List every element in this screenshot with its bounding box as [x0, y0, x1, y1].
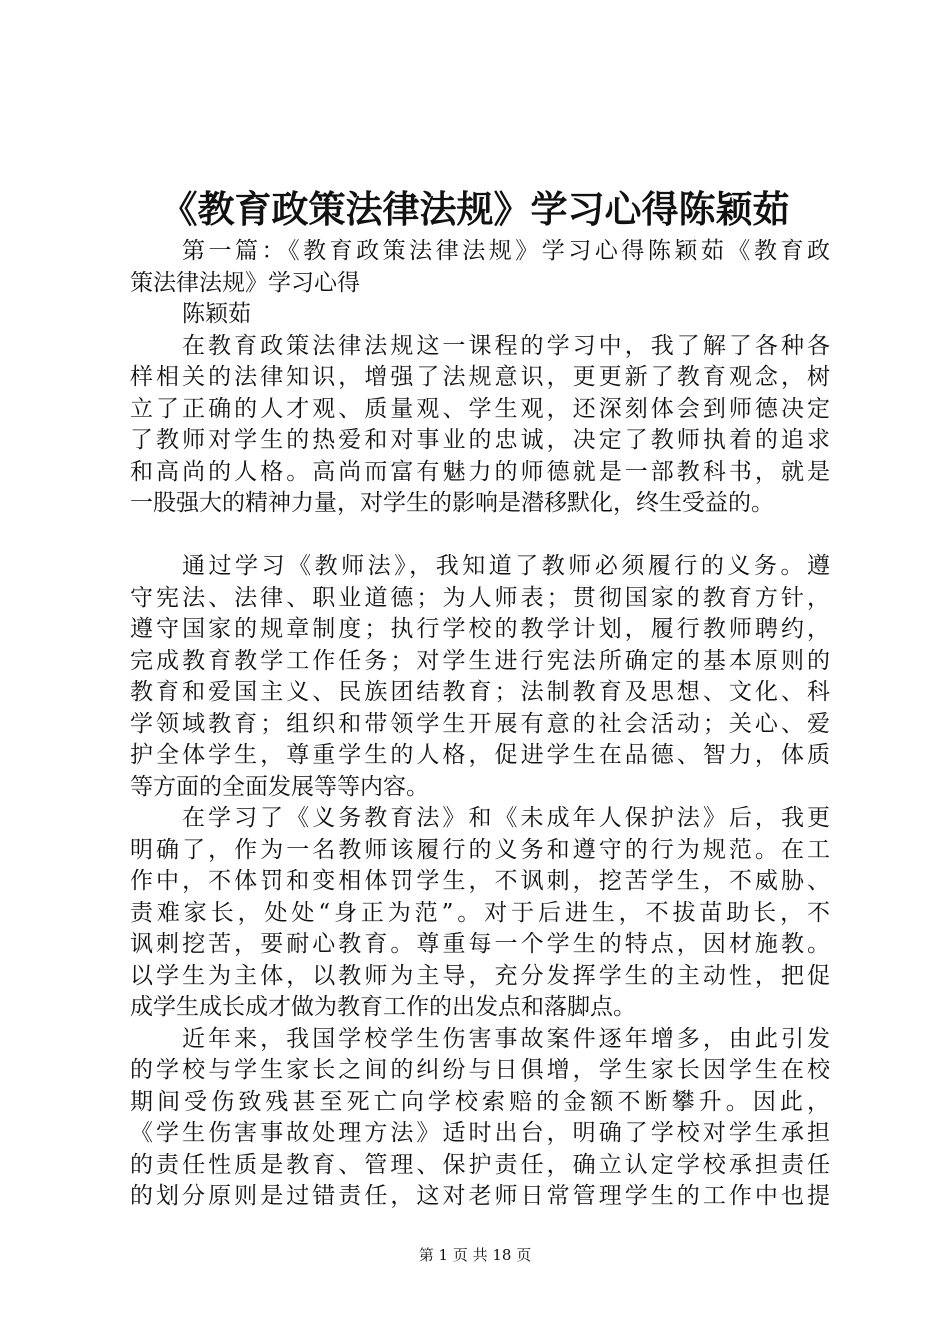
text-line: 成学生成长成才做为教育工作的出发点和落脚点。 — [130, 994, 636, 1020]
document-body — [130, 236, 830, 1213]
text-line: 教育和爱国主义、民族团结教育；法制教育及思想、文化、科 — [130, 679, 830, 705]
text-line: 陈颖茹 — [182, 301, 251, 327]
text-line: 和高尚的人格。高尚而富有魅力的师德就是一部教科书，就是 — [130, 458, 830, 485]
text-line: 的责任性质是教育、管理、保护责任，确立认定学校承担责任 — [130, 1151, 830, 1178]
text-line: 通过学习《教师法》，我知道了教师必须履行的义务。遵 — [182, 553, 830, 579]
text-line: 完成教育教学工作任务；对学生进行宪法所确定的基本原则的 — [130, 647, 830, 674]
text-line: 《学生伤害事故处理方法》适时出台，明确了学校对学生承担 — [130, 1120, 830, 1146]
text-line: 以学生为主体，以教师为主导，充分发挥学生的主动性，把促 — [130, 962, 830, 989]
text-line: 近年来，我国学校学生伤害事故案件逐年增多，由此引发 — [182, 1025, 830, 1052]
text-line: 守宪法、法律、职业道德；为人师表；贯彻国家的教育方针， — [130, 584, 830, 611]
text-line: 作中，不体罚和变相体罚学生，不讽刺，挖苦学生，不威胁、 — [130, 868, 830, 894]
page-number-footer: 第 1 页 共 18 页 — [418, 1246, 532, 1264]
text-line: 策法律法规》学习心得 — [130, 269, 360, 296]
text-line: 样相关的法律知识，增强了法规意识，更更新了教育观念，树 — [130, 364, 830, 390]
text-line: 第一篇：《教育政策法律法规》学习心得陈颖茹《教育政 — [182, 238, 830, 264]
text-line: 护全体学生，尊重学生的人格，促进学生在品德、智力，体质 — [130, 742, 830, 768]
text-line: 在教育政策法律法规这一课程的学习中，我了解了各种各 — [182, 332, 830, 359]
text-line: 责难家长，处处“身正为范”。对于后进生，不拔苗助长，不 — [130, 899, 830, 926]
text-line: 在学习了《义务教育法》和《未成年人保护法》后，我更 — [182, 805, 830, 831]
text-line: 明确了，作为一名教师该履行的义务和遵守的行为规范。在工 — [130, 836, 830, 863]
text-line: 立了正确的人才观、质量观、学生观，还深刻体会到师德决定 — [130, 395, 830, 422]
blank-line — [130, 520, 830, 552]
text-line: 一股强大的精神力量，对学生的影响是潜移默化，终生受益的。 — [130, 490, 774, 516]
text-line: 讽刺挖苦，要耐心教育。尊重每一个学生的特点，因材施教。 — [130, 931, 830, 957]
document-title: 《教育政策法律法规》学习心得陈颖茹 — [160, 187, 790, 231]
text-line: 了教师对学生的热爱和对事业的忠诚，决定了教师执着的追求 — [130, 427, 830, 453]
text-line: 的学校与学生家长之间的纠纷与日俱增，学生家长因学生在校 — [130, 1057, 830, 1083]
text-line: 期间受伤致残甚至死亡向学校索赔的金额不断攀升。因此， — [130, 1088, 830, 1115]
text-line: 遵守国家的规章制度；执行学校的教学计划，履行教师聘约， — [130, 616, 830, 642]
text-line: 学领域教育；组织和带领学生开展有意的社会活动；关心、爱 — [130, 710, 830, 737]
text-line: 的划分原则是过错责任，这对老师日常管理学生的工作中也提 — [130, 1183, 830, 1209]
text-line: 等方面的全面发展等等内容。 — [130, 773, 429, 800]
